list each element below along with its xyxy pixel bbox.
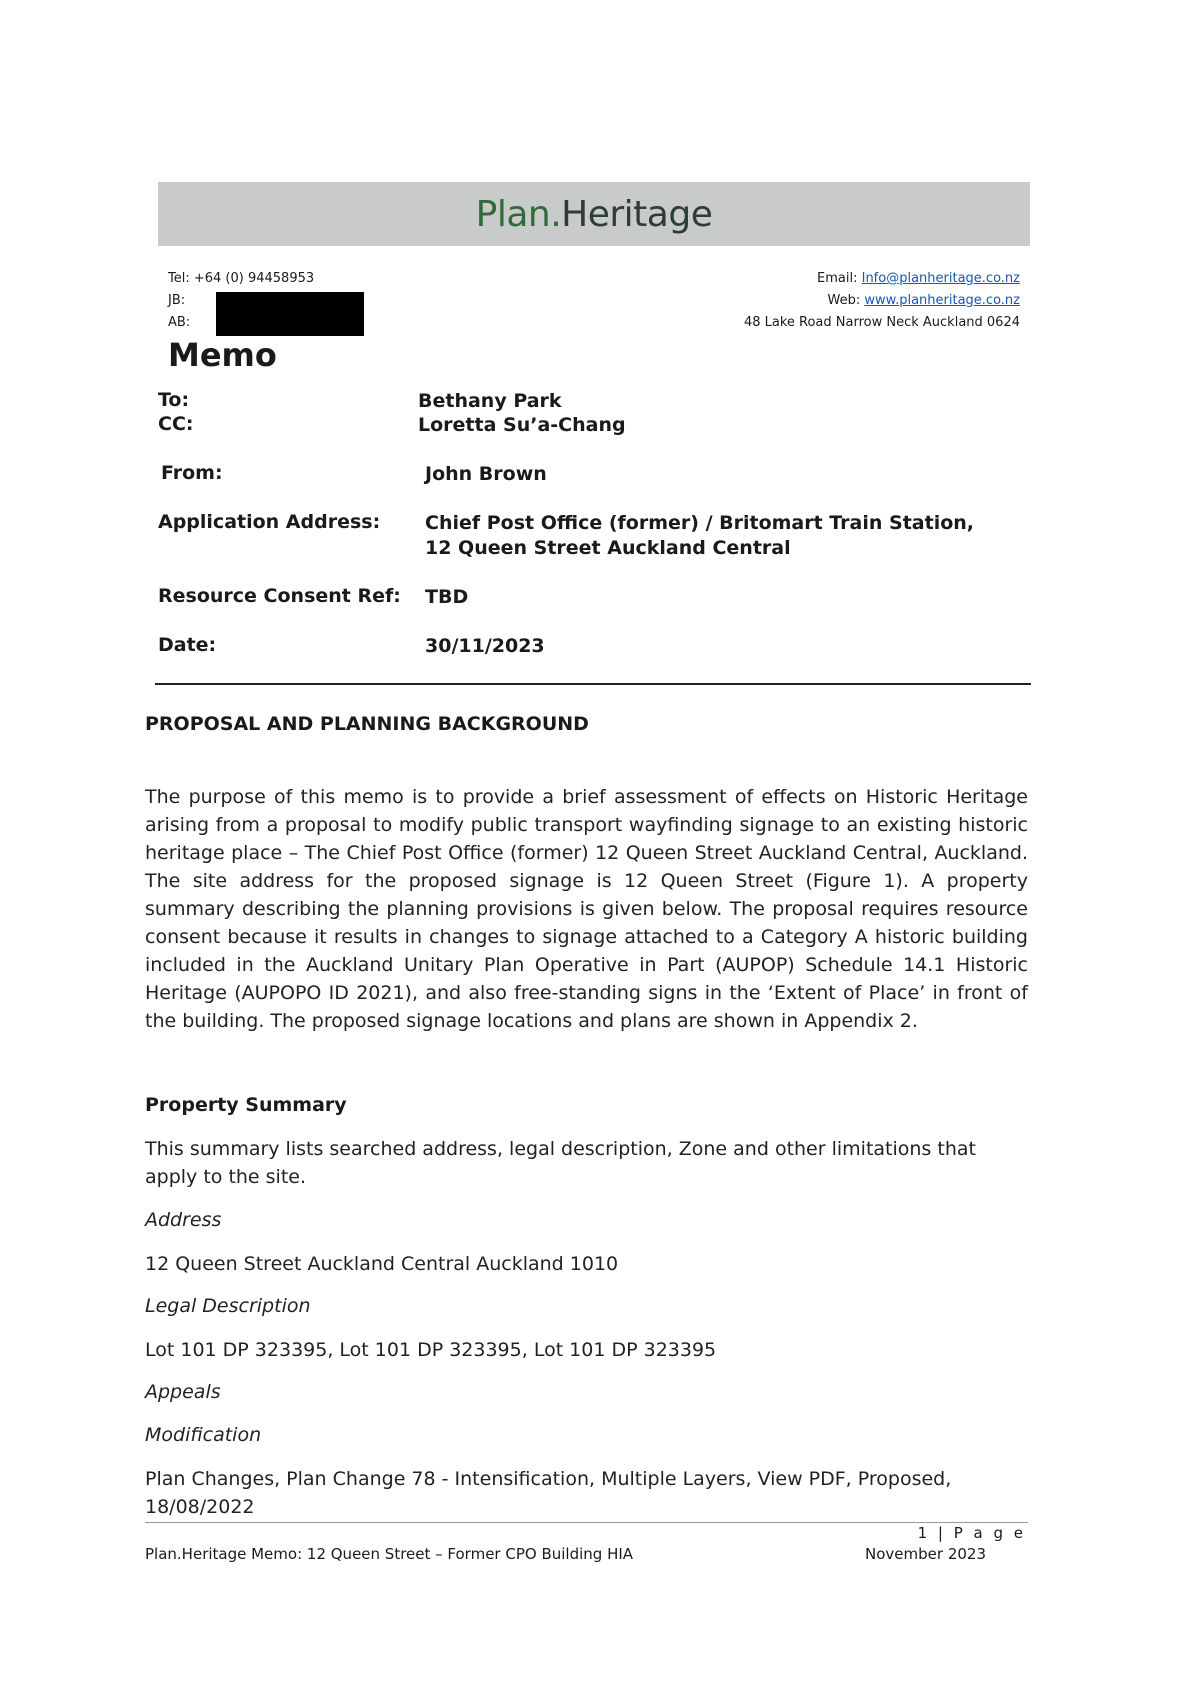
email-link[interactable]: Info@planheritage.co.nz [861,271,1020,286]
letterhead-banner [158,182,1030,246]
footer-document-title: Plan.Heritage Memo: 12 Queen Street – Former CPO Building HIA [145,1545,634,1563]
tel-line: Tel: +64 (0) 94458953 [168,271,315,286]
consent-ref-value: TBD [425,586,469,608]
to-label: To: [158,389,190,411]
date-label: Date: [158,634,217,656]
email-line: Email: Info@planheritage.co.nz [817,271,1020,286]
legal-description-heading: Legal Description [145,1295,311,1317]
application-address-line1: Chief Post Office (former) / Britomart Train Station, [425,512,975,534]
redaction-bar [216,292,364,314]
page-number: 1 | P a g e [917,1524,1026,1542]
redaction-bar [216,314,364,336]
address-heading: Address [145,1209,222,1231]
plan-heritage-logo: Plan.Heritage [475,193,713,235]
jb-line: JB: [168,290,314,312]
section-title: PROPOSAL AND PLANNING BACKGROUND [145,713,589,735]
web-line: Web: www.planheritage.co.nz [827,293,1020,308]
footer-date: November 2023 [865,1545,986,1563]
web-link[interactable]: www.planheritage.co.nz [864,293,1020,308]
property-summary-description: This summary lists searched address, legal description, Zone and other limitations that apply to the site. [145,1138,976,1188]
appeals-heading: Appeals [145,1381,221,1403]
consent-ref-label: Resource Consent Ref: [158,585,401,607]
ab-line: AB: [168,312,314,334]
date-value: 30/11/2023 [425,635,545,657]
from-label: From: [161,462,223,484]
contact-right-block [744,268,1020,334]
cc-label: CC: [158,413,194,435]
header-divider [155,683,1031,685]
application-address-line2: 12 Queen Street Auckland Central [425,537,791,559]
intro-paragraph: The purpose of this memo is to provide a brief assessment of effects on Historic Heritage arising from a proposal to modify public transport wayfinding signage to an existing historic heritage place – The Chief Post Office (former) 12 Queen Street Auckland Central, Auckland. The site address for the proposed signage is 12 Queen Street (Figure 1). A property summary describing the planning provisions is given below. The proposal requires resource consent because it results in changes to signage attached to a Category A historic building included in the Auckland Unitary Plan Operative in Part (AUPOP) Schedule 14.1 Historic Heritage (AUPOPO ID 2021), and also free-standing signs in the ‘Extent of Place’ in front of the building. The proposed signage locations and plans are shown in Appendix 2. [145,786,1028,1032]
from-value: John Brown [425,463,547,485]
modification-heading: Modification [145,1424,262,1446]
legal-description-value: Lot 101 DP 323395, Lot 101 DP 323395, Lot 101 DP 323395 [145,1339,717,1361]
memo-title: Memo [168,336,277,374]
footer-divider [145,1522,1028,1523]
office-address: 48 Lake Road Narrow Neck Auckland 0624 [743,315,1020,330]
property-summary-title: Property Summary [145,1094,347,1116]
contact-left-block [168,268,314,334]
modification-value: Plan Changes, Plan Change 78 - Intensification, Multiple Layers, View PDF, Proposed, 18/08/2022 [145,1468,952,1518]
cc-value: Loretta Su’a-Chang [418,414,626,436]
to-value: Bethany Park [418,390,562,412]
application-address-label: Application Address: [158,511,381,533]
address-value: 12 Queen Street Auckland Central Auckland 1010 [145,1253,619,1275]
